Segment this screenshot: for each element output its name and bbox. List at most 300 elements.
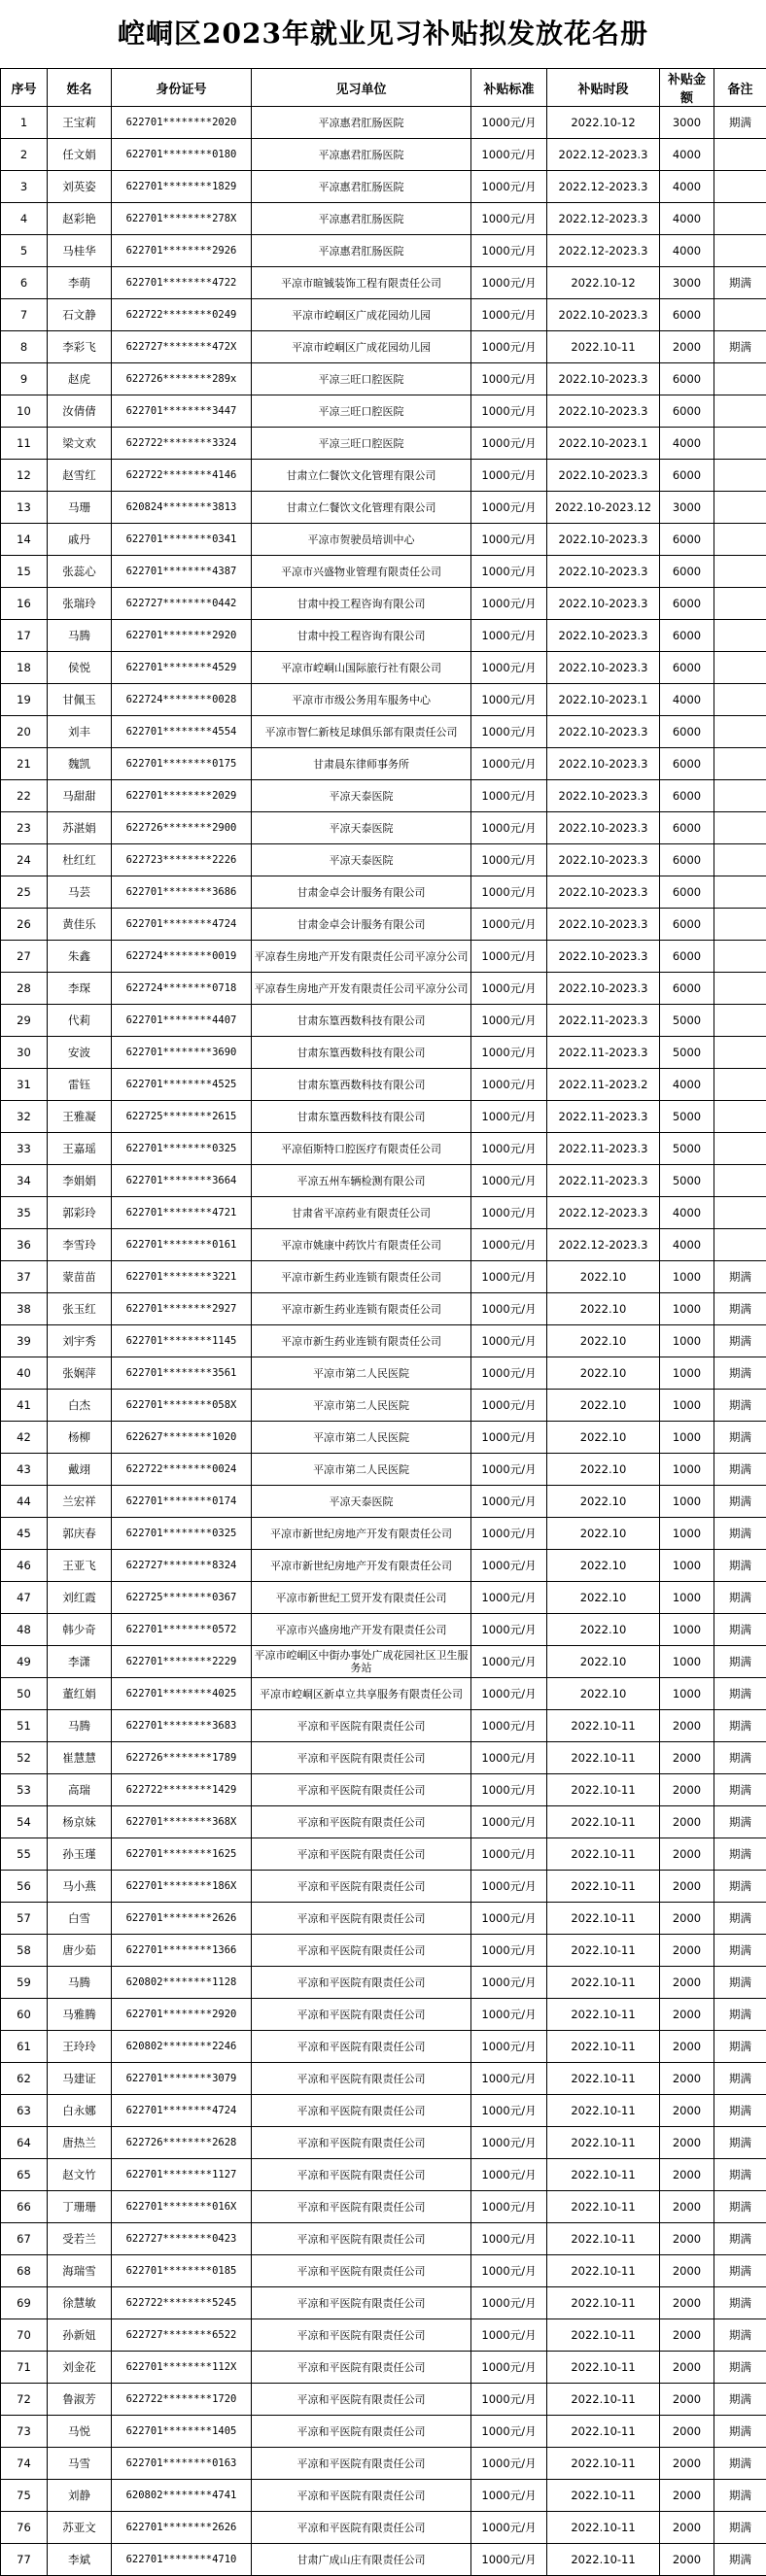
cell-standard: 1000元/月 [471, 1710, 547, 1742]
cell-period: 2022.10-11 [547, 2448, 660, 2480]
cell-serial: 21 [1, 748, 48, 780]
table-row [1, 2352, 766, 2384]
cell-name: 代莉 [48, 1005, 112, 1037]
cell-note: 期满 [714, 1486, 766, 1518]
cell-amount: 6000 [660, 973, 714, 1005]
cell-name: 朱鑫 [48, 941, 112, 973]
cell-amount: 2000 [660, 2159, 714, 2191]
cell-serial: 67 [1, 2223, 48, 2255]
cell-serial: 53 [1, 1774, 48, 1806]
cell-standard: 1000元/月 [471, 1005, 547, 1037]
cell-serial: 48 [1, 1614, 48, 1646]
table-row [1, 395, 766, 428]
cell-serial: 18 [1, 652, 48, 684]
table-row [1, 556, 766, 588]
cell-serial: 22 [1, 780, 48, 812]
table-row [1, 2416, 766, 2448]
cell-name: 石文静 [48, 299, 112, 331]
cell-name: 赵虎 [48, 363, 112, 395]
cell-note: 期满 [714, 267, 766, 299]
cell-standard: 1000元/月 [471, 1293, 547, 1325]
cell-amount: 1000 [660, 1390, 714, 1422]
cell-unit: 甘肃东篁西数科技有限公司 [252, 1005, 471, 1037]
cell-period: 2022.10-2023.3 [547, 363, 660, 395]
cell-name: 唐少茹 [48, 1935, 112, 1967]
cell-name: 王嘉瑶 [48, 1133, 112, 1165]
cell-unit: 平凉市暄铖装饰工程有限责任公司 [252, 267, 471, 299]
table-row [1, 1197, 766, 1229]
cell-amount: 1000 [660, 1357, 714, 1390]
table-row [1, 844, 766, 876]
cell-serial: 41 [1, 1390, 48, 1422]
table-row [1, 1806, 766, 1838]
cell-amount: 2000 [660, 1999, 714, 2031]
table-body [1, 107, 766, 2576]
cell-amount: 6000 [660, 941, 714, 973]
cell-serial: 43 [1, 1454, 48, 1486]
cell-id-number: 622701********4722 [112, 267, 252, 299]
cell-id-number: 622701********2927 [112, 1293, 252, 1325]
cell-amount: 6000 [660, 299, 714, 331]
table-row [1, 363, 766, 395]
cell-unit: 平凉市新生药业连锁有限责任公司 [252, 1325, 471, 1357]
cell-period: 2022.10 [547, 1261, 660, 1293]
cell-serial: 9 [1, 363, 48, 395]
cell-serial: 69 [1, 2287, 48, 2319]
cell-standard: 1000元/月 [471, 1486, 547, 1518]
cell-period: 2022.11-2023.3 [547, 1133, 660, 1165]
cell-standard: 1000元/月 [471, 2448, 547, 2480]
cell-unit: 平凉和平医院有限责任公司 [252, 2480, 471, 2512]
cell-unit: 平凉市第二人民医院 [252, 1454, 471, 1486]
cell-period: 2022.10-11 [547, 1838, 660, 1871]
cell-serial: 74 [1, 2448, 48, 2480]
cell-amount: 1000 [660, 1646, 714, 1678]
cell-note: 期满 [714, 2223, 766, 2255]
cell-period: 2022.10-2023.3 [547, 973, 660, 1005]
cell-note: 期满 [714, 2191, 766, 2223]
cell-id-number: 622701********3447 [112, 395, 252, 428]
cell-standard: 1000元/月 [471, 1518, 547, 1550]
cell-serial: 10 [1, 395, 48, 428]
cell-unit: 平凉市第二人民医院 [252, 1390, 471, 1422]
cell-unit: 平凉和平医院有限责任公司 [252, 2127, 471, 2159]
cell-period: 2022.10-11 [547, 1999, 660, 2031]
cell-note [714, 620, 766, 652]
table-row [1, 1133, 766, 1165]
cell-name: 马腾 [48, 620, 112, 652]
cell-unit: 平凉和平医院有限责任公司 [252, 2095, 471, 2127]
cell-period: 2022.10 [547, 1422, 660, 1454]
table-row [1, 1774, 766, 1806]
cell-id-number: 622701********2920 [112, 1999, 252, 2031]
cell-id-number: 622701********4710 [112, 2544, 252, 2576]
cell-period: 2022.10-2023.3 [547, 556, 660, 588]
cell-note [714, 428, 766, 460]
cell-standard: 1000元/月 [471, 812, 547, 844]
cell-name: 王宝莉 [48, 107, 112, 139]
cell-amount: 5000 [660, 1133, 714, 1165]
cell-serial: 32 [1, 1101, 48, 1133]
cell-note: 期满 [714, 1357, 766, 1390]
cell-note [714, 812, 766, 844]
cell-id-number: 622701********3686 [112, 876, 252, 909]
cell-standard: 1000元/月 [471, 267, 547, 299]
table-row [1, 2223, 766, 2255]
cell-amount: 2000 [660, 2031, 714, 2063]
cell-amount: 6000 [660, 909, 714, 941]
cell-note: 期满 [714, 2063, 766, 2095]
cell-unit: 平凉市贺驶员培训中心 [252, 524, 471, 556]
table-row [1, 652, 766, 684]
cell-id-number: 622727********6522 [112, 2319, 252, 2352]
cell-unit: 平凉和平医院有限责任公司 [252, 1774, 471, 1806]
cell-note: 期满 [714, 1293, 766, 1325]
cell-period: 2022.10-12 [547, 107, 660, 139]
cell-id-number: 622701********1405 [112, 2416, 252, 2448]
cell-note [714, 492, 766, 524]
cell-standard: 1000元/月 [471, 2031, 547, 2063]
cell-period: 2022.12-2023.3 [547, 1197, 660, 1229]
cell-unit: 平凉五州车辆检测有限公司 [252, 1165, 471, 1197]
cell-amount: 6000 [660, 844, 714, 876]
table-row [1, 492, 766, 524]
cell-standard: 1000元/月 [471, 2512, 547, 2544]
cell-period: 2022.10 [547, 1293, 660, 1325]
cell-name: 马珊 [48, 492, 112, 524]
cell-standard: 1000元/月 [471, 2095, 547, 2127]
cell-note [714, 1069, 766, 1101]
table-row [1, 1069, 766, 1101]
cell-standard: 1000元/月 [471, 2159, 547, 2191]
cell-note [714, 876, 766, 909]
cell-note: 期满 [714, 1967, 766, 1999]
cell-id-number: 622701********2926 [112, 235, 252, 267]
cell-standard: 1000元/月 [471, 2223, 547, 2255]
cell-standard: 1000元/月 [471, 620, 547, 652]
table-row [1, 780, 766, 812]
cell-note: 期满 [714, 2159, 766, 2191]
cell-unit: 甘肃金卓会计服务有限公司 [252, 876, 471, 909]
cell-unit: 平凉和平医院有限责任公司 [252, 2063, 471, 2095]
table-row [1, 2512, 766, 2544]
table-row [1, 1582, 766, 1614]
cell-period: 2022.10 [547, 1646, 660, 1678]
cell-amount: 1000 [660, 1486, 714, 1518]
table-row [1, 1357, 766, 1390]
cell-note [714, 1101, 766, 1133]
cell-amount: 4000 [660, 1197, 714, 1229]
cell-period: 2022.10-11 [547, 2095, 660, 2127]
cell-standard: 1000元/月 [471, 235, 547, 267]
table-row [1, 2448, 766, 2480]
cell-note [714, 941, 766, 973]
cell-note: 期满 [714, 1774, 766, 1806]
cell-unit: 平凉和平医院有限责任公司 [252, 1838, 471, 1871]
cell-period: 2022.10-2023.3 [547, 909, 660, 941]
cell-note: 期满 [714, 2512, 766, 2544]
cell-amount: 2000 [660, 1903, 714, 1935]
table-row [1, 2127, 766, 2159]
cell-serial: 77 [1, 2544, 48, 2576]
cell-serial: 46 [1, 1550, 48, 1582]
cell-amount: 5000 [660, 1101, 714, 1133]
cell-unit: 平凉和平医院有限责任公司 [252, 1903, 471, 1935]
cell-id-number: 622701********4407 [112, 1005, 252, 1037]
cell-amount: 1000 [660, 1582, 714, 1614]
cell-amount: 2000 [660, 1710, 714, 1742]
cell-id-number: 622701********0161 [112, 1229, 252, 1261]
cell-serial: 76 [1, 2512, 48, 2544]
cell-id-number: 622701********1127 [112, 2159, 252, 2191]
cell-name: 杜红红 [48, 844, 112, 876]
cell-serial: 40 [1, 1357, 48, 1390]
cell-amount: 6000 [660, 780, 714, 812]
cell-id-number: 622701********4554 [112, 716, 252, 748]
cell-standard: 1000元/月 [471, 1774, 547, 1806]
cell-period: 2022.12-2023.3 [547, 139, 660, 171]
cell-id-number: 622701********0174 [112, 1486, 252, 1518]
table-row [1, 1101, 766, 1133]
table-row [1, 1967, 766, 1999]
cell-name: 受若兰 [48, 2223, 112, 2255]
cell-name: 黄佳乐 [48, 909, 112, 941]
cell-unit: 平凉春生房地产开发有限责任公司平凉分公司 [252, 973, 471, 1005]
cell-id-number: 622727********472X [112, 331, 252, 363]
table-row [1, 1037, 766, 1069]
cell-unit: 平凉和平医院有限责任公司 [252, 2512, 471, 2544]
cell-standard: 1000元/月 [471, 1454, 547, 1486]
cell-amount: 4000 [660, 684, 714, 716]
cell-unit: 甘肃立仁餐饮文化管理有限公司 [252, 492, 471, 524]
cell-note [714, 588, 766, 620]
cell-id-number: 622723********2226 [112, 844, 252, 876]
table-row [1, 2159, 766, 2191]
cell-serial: 37 [1, 1261, 48, 1293]
cell-id-number: 622701********2626 [112, 2512, 252, 2544]
cell-name: 任文娟 [48, 139, 112, 171]
cell-period: 2022.10-2023.1 [547, 684, 660, 716]
table-row [1, 2031, 766, 2063]
cell-unit: 平凉天泰医院 [252, 1486, 471, 1518]
cell-name: 刘英姿 [48, 171, 112, 203]
cell-period: 2022.10-2023.3 [547, 524, 660, 556]
cell-name: 侯悦 [48, 652, 112, 684]
cell-id-number: 622701********3561 [112, 1357, 252, 1390]
cell-standard: 1000元/月 [471, 780, 547, 812]
cell-note [714, 1197, 766, 1229]
cell-standard: 1000元/月 [471, 1069, 547, 1101]
cell-note [714, 1037, 766, 1069]
cell-note [714, 780, 766, 812]
cell-period: 2022.10-11 [547, 2319, 660, 2352]
cell-unit: 平凉市新生药业连锁有限责任公司 [252, 1293, 471, 1325]
cell-period: 2022.10-11 [547, 2544, 660, 2576]
table-row [1, 1935, 766, 1967]
cell-note [714, 748, 766, 780]
cell-amount: 6000 [660, 748, 714, 780]
cell-serial: 57 [1, 1903, 48, 1935]
cell-unit: 平凉和平医院有限责任公司 [252, 2384, 471, 2416]
cell-unit: 平凉市崆峒区新卓立共享服务有限责任公司 [252, 1678, 471, 1710]
table-row [1, 1646, 766, 1678]
cell-serial: 26 [1, 909, 48, 941]
cell-name: 王亚飞 [48, 1550, 112, 1582]
cell-unit: 平凉天泰医院 [252, 844, 471, 876]
cell-note: 期满 [714, 2352, 766, 2384]
cell-id-number: 622701********1145 [112, 1325, 252, 1357]
cell-id-number: 622701********0180 [112, 139, 252, 171]
cell-period: 2022.10-11 [547, 2031, 660, 2063]
cell-period: 2022.10-2023.3 [547, 748, 660, 780]
cell-serial: 14 [1, 524, 48, 556]
cell-unit: 平凉三旺口腔医院 [252, 428, 471, 460]
cell-name: 丁珊珊 [48, 2191, 112, 2223]
cell-serial: 35 [1, 1197, 48, 1229]
cell-id-number: 622701********0175 [112, 748, 252, 780]
cell-period: 2022.10-11 [547, 1935, 660, 1967]
cell-standard: 1000元/月 [471, 2255, 547, 2287]
cell-amount: 5000 [660, 1037, 714, 1069]
cell-standard: 1000元/月 [471, 2384, 547, 2416]
cell-id-number: 622701********0341 [112, 524, 252, 556]
table-row [1, 171, 766, 203]
cell-amount: 1000 [660, 1261, 714, 1293]
cell-period: 2022.10-12 [547, 267, 660, 299]
cell-serial: 27 [1, 941, 48, 973]
cell-period: 2022.10-11 [547, 2159, 660, 2191]
cell-period: 2022.10 [547, 1550, 660, 1582]
cell-standard: 1000元/月 [471, 1838, 547, 1871]
cell-amount: 1000 [660, 1678, 714, 1710]
cell-id-number: 622701********1625 [112, 1838, 252, 1871]
cell-name: 安波 [48, 1037, 112, 1069]
cell-unit: 平凉和平医院有限责任公司 [252, 1967, 471, 1999]
cell-unit: 平凉惠君肛肠医院 [252, 171, 471, 203]
cell-name: 张瑞玲 [48, 588, 112, 620]
cell-standard: 1000元/月 [471, 171, 547, 203]
cell-note: 期满 [714, 1806, 766, 1838]
cell-serial: 12 [1, 460, 48, 492]
cell-amount: 2000 [660, 1806, 714, 1838]
cell-standard: 1000元/月 [471, 299, 547, 331]
cell-note: 期满 [714, 1999, 766, 2031]
cell-note: 期满 [714, 1678, 766, 1710]
cell-id-number: 622701********368X [112, 1806, 252, 1838]
header-serial: 序号 [1, 69, 48, 107]
cell-note: 期满 [714, 2480, 766, 2512]
cell-standard: 1000元/月 [471, 1806, 547, 1838]
cell-name: 赵雪红 [48, 460, 112, 492]
cell-serial: 60 [1, 1999, 48, 2031]
cell-amount: 4000 [660, 171, 714, 203]
cell-unit: 平凉和平医院有限责任公司 [252, 2031, 471, 2063]
cell-amount: 2000 [660, 2127, 714, 2159]
cell-name: 高瑞 [48, 1774, 112, 1806]
cell-note: 期满 [714, 2095, 766, 2127]
table-row [1, 267, 766, 299]
cell-amount: 1000 [660, 1454, 714, 1486]
cell-period: 2022.10-2023.3 [547, 844, 660, 876]
cell-unit: 平凉惠君肛肠医院 [252, 107, 471, 139]
cell-amount: 1000 [660, 1518, 714, 1550]
cell-id-number: 620824********3813 [112, 492, 252, 524]
cell-serial: 15 [1, 556, 48, 588]
cell-name: 白杰 [48, 1390, 112, 1422]
header-amount: 补贴金额 [660, 69, 714, 107]
cell-id-number: 622722********5245 [112, 2287, 252, 2319]
cell-id-number: 622725********0367 [112, 1582, 252, 1614]
cell-standard: 1000元/月 [471, 107, 547, 139]
cell-name: 李琛 [48, 973, 112, 1005]
cell-id-number: 622701********2229 [112, 1646, 252, 1678]
cell-name: 刘丰 [48, 716, 112, 748]
cell-serial: 39 [1, 1325, 48, 1357]
cell-note: 期满 [714, 1422, 766, 1454]
cell-serial: 65 [1, 2159, 48, 2191]
cell-id-number: 622701********4721 [112, 1197, 252, 1229]
table-row [1, 1229, 766, 1261]
cell-note [714, 1005, 766, 1037]
cell-unit: 平凉惠君肛肠医院 [252, 235, 471, 267]
cell-serial: 28 [1, 973, 48, 1005]
table-row [1, 1261, 766, 1293]
cell-serial: 34 [1, 1165, 48, 1197]
cell-name: 刘宇秀 [48, 1325, 112, 1357]
header-id-number: 身份证号 [112, 69, 252, 107]
cell-standard: 1000元/月 [471, 2352, 547, 2384]
cell-serial: 1 [1, 107, 48, 139]
cell-period: 2022.10 [547, 1582, 660, 1614]
cell-serial: 56 [1, 1871, 48, 1903]
roster-table [0, 68, 766, 2576]
cell-serial: 33 [1, 1133, 48, 1165]
cell-serial: 16 [1, 588, 48, 620]
cell-amount: 6000 [660, 460, 714, 492]
cell-period: 2022.10-11 [547, 1871, 660, 1903]
cell-standard: 1000元/月 [471, 1229, 547, 1261]
cell-id-number: 622701********2920 [112, 620, 252, 652]
cell-name: 海瑞雪 [48, 2255, 112, 2287]
cell-id-number: 622701********4387 [112, 556, 252, 588]
table-row [1, 909, 766, 941]
table-row [1, 2191, 766, 2223]
cell-amount: 2000 [660, 1935, 714, 1967]
cell-amount: 2000 [660, 2095, 714, 2127]
cell-standard: 1000元/月 [471, 2319, 547, 2352]
cell-name: 刘静 [48, 2480, 112, 2512]
table-header [1, 69, 766, 107]
cell-serial: 20 [1, 716, 48, 748]
cell-note: 期满 [714, 107, 766, 139]
cell-unit: 平凉和平医院有限责任公司 [252, 1935, 471, 1967]
cell-unit: 平凉市新世纪房地产开发有限责任公司 [252, 1518, 471, 1550]
cell-period: 2022.10 [547, 1518, 660, 1550]
cell-id-number: 622727********0423 [112, 2223, 252, 2255]
cell-name: 张蕊心 [48, 556, 112, 588]
table-row [1, 2319, 766, 2352]
cell-id-number: 620802********4741 [112, 2480, 252, 2512]
cell-standard: 1000元/月 [471, 2480, 547, 2512]
table-row [1, 524, 766, 556]
cell-amount: 2000 [660, 2512, 714, 2544]
cell-unit: 平凉三旺口腔医院 [252, 363, 471, 395]
table-row [1, 1293, 766, 1325]
cell-name: 李雪玲 [48, 1229, 112, 1261]
cell-unit: 甘肃金卓会计服务有限公司 [252, 909, 471, 941]
cell-serial: 7 [1, 299, 48, 331]
cell-period: 2022.10-2023.3 [547, 620, 660, 652]
